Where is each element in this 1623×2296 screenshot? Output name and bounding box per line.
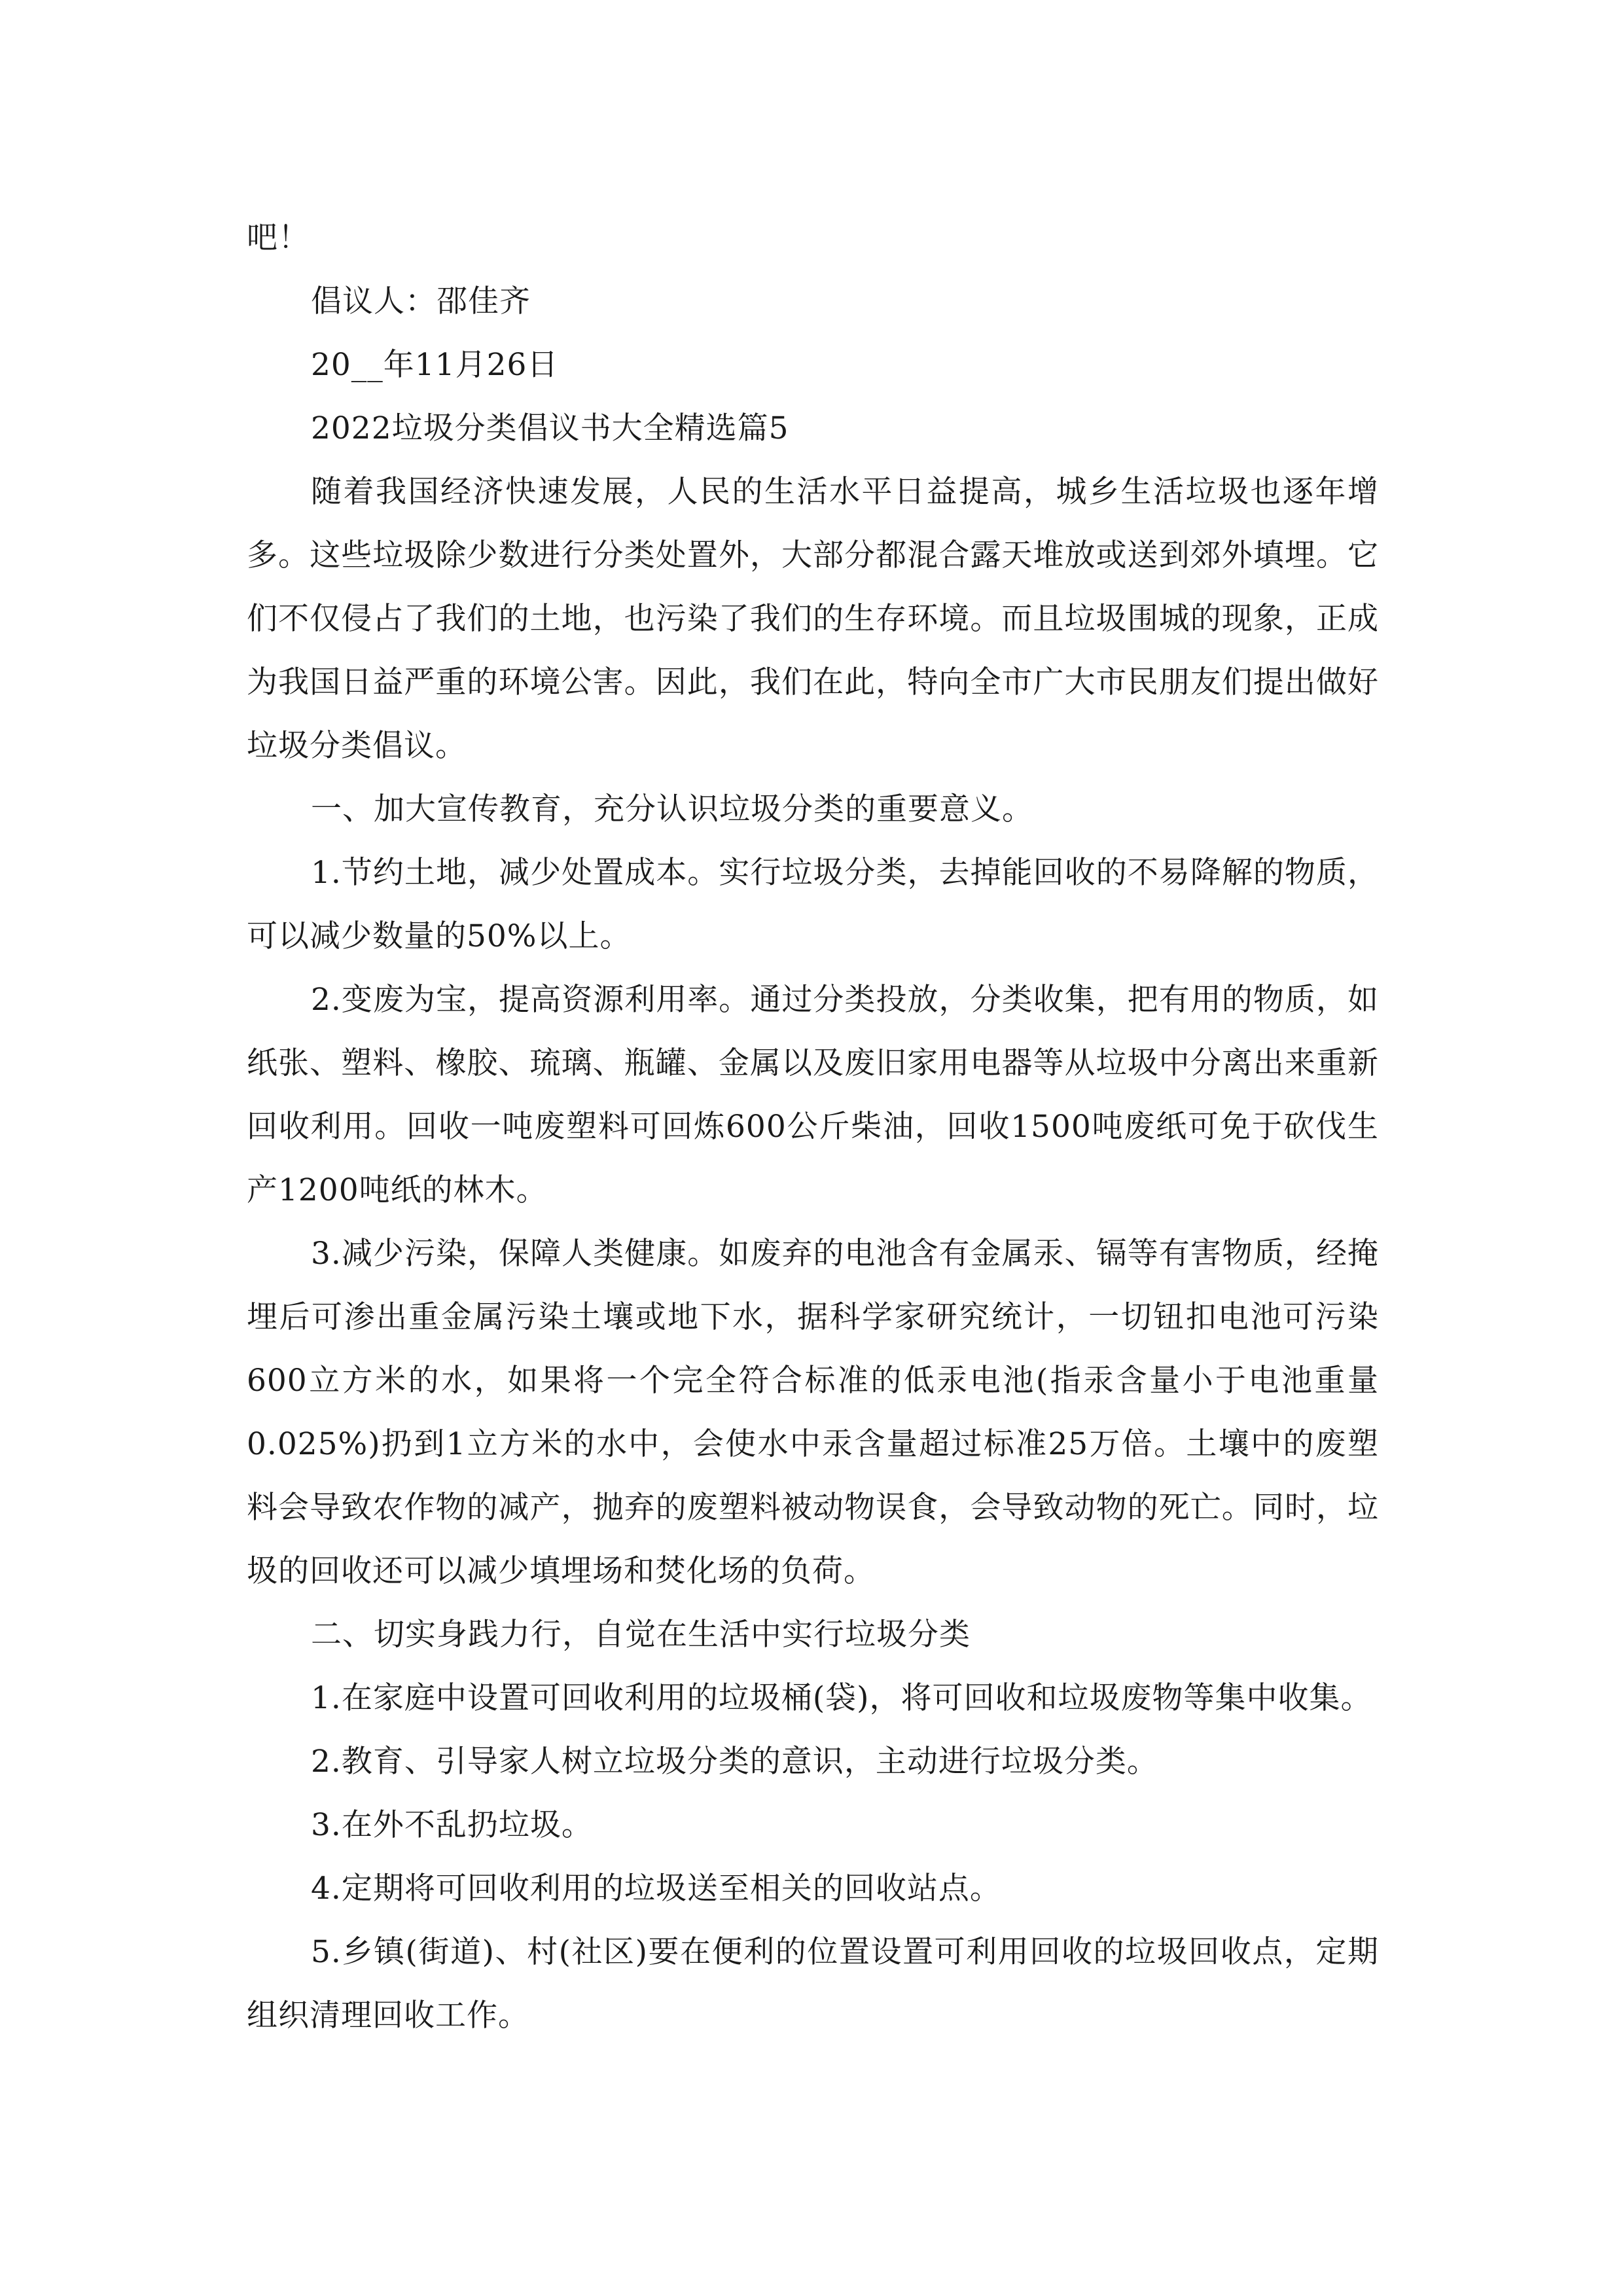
list-item-1-1: 1.节约土地，减少处置成本。实行垃圾分类，去掉能回收的不易降解的物质，可以减少数量的50%以上。 xyxy=(247,855,1379,954)
paragraph-initiator: 倡议人：邵佳齐 xyxy=(311,283,531,319)
list-item-2-2: 2.教育、引导家人树立垃圾分类的意识，主动进行垃圾分类。 xyxy=(311,1744,1158,1780)
paragraph-date: 20__年11月26日 xyxy=(311,347,559,383)
heading-part-one: 一、加大宣传教育，充分认识垃圾分类的重要意义。 xyxy=(311,791,1033,827)
list-item-1-3: 3.减少污染，保障人类健康。如废弃的电池含有金属汞、镉等有害物质，经掩埋后可渗出重金属污染土壤或地下水，据科学家研究统计，一切钮扣电池可污染600立方米的水，如果将一个完全符合标准的低汞电池(指汞含量小于电池重量0.025%)扔到1立方米的水中，会使水中汞含量超过标准25万倍。土壤中的废塑料会导致农作物的减产，抛弃的废塑料被动物误食，会导致动物的死亡。同时，垃圾的回收还可以减少填埋场和焚化场的负荷。 xyxy=(247,1236,1379,1589)
list-item-1-2: 2.变废为宝，提高资源利用率。通过分类投放，分类收集，把有用的物质，如纸张、塑料、橡胶、琉璃、瓶罐、金属以及废旧家用电器等从垃圾中分离出来重新回收利用。回收一吨废塑料可回炼600公斤柴油，回收1500吨废纸可免于砍伐生产1200吨纸的林木。 xyxy=(247,982,1379,1208)
list-item-2-4: 4.定期将可回收利用的垃圾送至相关的回收站点。 xyxy=(311,1871,1001,1907)
list-item-2-3: 3.在外不乱扔垃圾。 xyxy=(311,1807,593,1843)
section-title: 2022垃圾分类倡议书大全精选篇5 xyxy=(311,410,789,446)
list-item-2-1: 1.在家庭中设置可回收利用的垃圾桶(袋)，将可回收和垃圾废物等集中收集。 xyxy=(311,1680,1372,1716)
paragraph-closing-fragment: 吧！ xyxy=(247,220,310,256)
document-page xyxy=(247,206,1379,2047)
paragraph-intro: 随着我国经济快速发展，人民的生活水平日益提高，城乡生活垃圾也逐年增多。这些垃圾除少数进行分类处置外，大部分都混合露天堆放或送到郊外填埋。它们不仅侵占了我们的土地，也污染了我们的生存环境。而且垃圾围城的现象，正成为我国日益严重的环境公害。因此，我们在此，特向全市广大市民朋友们提出做好垃圾分类倡议。 xyxy=(247,474,1379,764)
heading-part-two: 二、切实身践力行，自觉在生活中实行垃圾分类 xyxy=(311,1617,971,1653)
list-item-2-5: 5.乡镇(街道)、村(社区)要在便利的位置设置可利用回收的垃圾回收点，定期组织清理回收工作。 xyxy=(247,1934,1379,2034)
